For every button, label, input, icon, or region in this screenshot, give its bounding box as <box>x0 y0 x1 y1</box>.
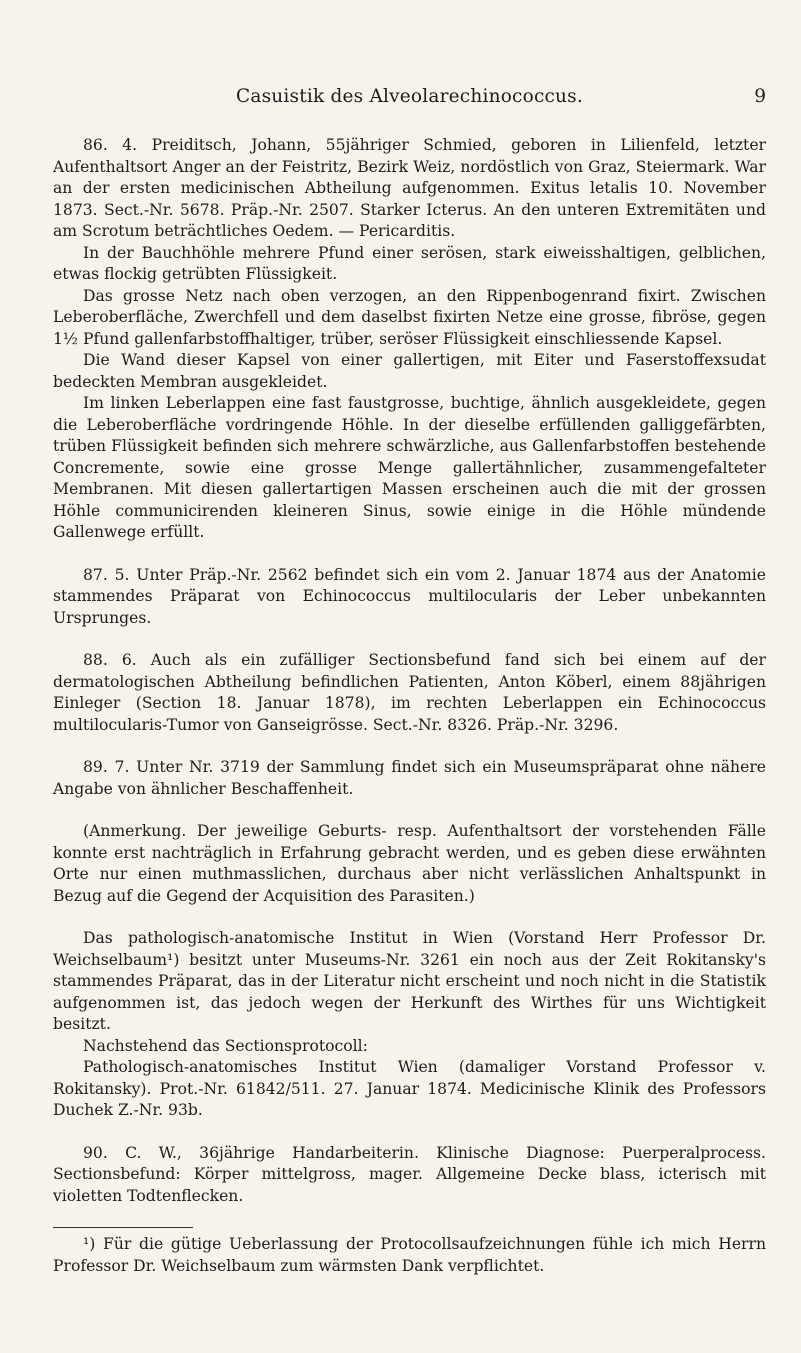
paragraph: Das grosse Netz nach oben verzogen, an den Rippenbogenrand fixirt. Zwischen Leberoberfläche, Zwerchfell und dem daselbst fixirten Netze eine grosse, fibröse, gegen 1½ Pfund gallenfarbstoffhaltiger, trüber, seröser Flüssigkeit einschliessende Kapsel. <box>53 286 766 348</box>
body-text <box>53 135 766 1207</box>
paragraph: 88. 6. Auch als ein zufälliger Sectionsbefund fand sich bei einem auf der dermatologischen Abtheilung befindlichen Patienten, Anton Köberl, einem 88jährigen Einleger (Section 18. Januar 1878), im rechten Leberlappen ein Echinococcus multilocularis-Tumor von Ganseigrösse. Sect.-Nr. 8326. Präp.-Nr. 3296. <box>53 651 766 734</box>
running-title: Casuistik des Alveolarechinococcus. <box>236 86 583 107</box>
footnote-divider <box>53 1227 193 1228</box>
page-number: 9 <box>754 86 766 107</box>
paragraph: Nachstehend das Sectionsprotocoll: <box>83 1036 368 1055</box>
paragraph: In der Bauchhöhle mehrere Pfund einer serösen, stark eiweisshaltigen, gelblichen, etwas flockig getrübten Flüssigkeit. <box>53 243 766 283</box>
footnote: ¹) Für die gütige Ueberlassung der Protocollsaufzeichnungen fühle ich mich Herrn Professor Dr. Weichselbaum zum wärmsten Dank verpflichtet. <box>53 1235 766 1275</box>
paragraph: Die Wand dieser Kapsel von einer gallertigen, mit Eiter und Faserstoffexsudat bedeckten Membran ausgekleidet. <box>53 351 766 391</box>
page-header <box>53 0 766 135</box>
paragraph: 86. 4. Preiditsch, Johann, 55jähriger Schmied, geboren in Lilienfeld, letzter Aufenthaltsort Anger an der Feistritz, Bezirk Weiz, nordöstlich von Graz, Steiermark. War an der ersten medicinischen Abtheilung aufgenommen. Exitus letalis 10. November 1873. Sect.-Nr. 5678. Präp.-Nr. 2507. Starker Icterus. An den unteren Extremitäten und am Scrotum beträchtliches Oedem. — Pericarditis. <box>53 136 766 240</box>
paragraph: Im linken Leberlappen eine fast faustgrosse, buchtige, ähnlich ausgekleidete, gegen die Leberoberfläche vordringende Höhle. In der dieselbe erfüllenden galliggefärbten, trüben Flüssigkeit befinden sich mehrere schwärzliche, aus Gallenfarbstoffen bestehende Concremente, sowie eine grosse Menge gallertähnlicher, zusammengefalteter Membranen. Mit diesen gallertartigen Massen erscheinen auch die mit der grossen Höhle communicirenden kleineren Sinus, sowie einige in die Höhle mündende Gallenwege erfüllt. <box>53 394 766 541</box>
paragraph: Pathologisch-anatomisches Institut Wien (damaliger Vorstand Professor v. Rokitansky). Prot.-Nr. 61842/511. 27. Januar 1874. Medicinische Klinik des Professors Duchek Z.-Nr. 93b. <box>53 1058 766 1119</box>
paragraph: Das pathologisch-anatomische Institut in Wien (Vorstand Herr Professor Dr. Weichselbaum¹) besitzt unter Museums-Nr. 3261 ein noch aus der Zeit Rokitansky's stammendes Präparat, das in der Literatur nicht erscheint und noch nicht in die Statistik aufgenommen ist, das jedoch wegen der Herkunft des Wirthes für uns Wichtigkeit besitzt. <box>53 929 766 1033</box>
paragraph: 89. 7. Unter Nr. 3719 der Sammlung findet sich ein Museumspräparat ohne nähere Angabe von ähnlicher Beschaffenheit. <box>53 758 766 798</box>
paragraph: 90. C. W., 36jährige Handarbeiterin. Klinische Diagnose: Puerperalprocess. Sectionsbefund: Körper mittelgross, mager. Allgemeine Decke blass, icterisch mit violetten Todtenflecken. <box>53 1143 766 1205</box>
paragraph: 87. 5. Unter Präp.-Nr. 2562 befindet sich ein vom 2. Januar 1874 aus der Anatomie stammendes Präparat von Echinococcus multilocularis der Leber unbekannten Ursprunges. <box>53 565 766 627</box>
paragraph: (Anmerkung. Der jeweilige Geburts- resp. Aufenthaltsort der vorstehenden Fälle konnte erst nachträglich in Erfahrung gebracht werden, und es geben diese erwähnten Orte nur einen muthmasslichen, durchaus aber nicht verlässlichen Anhaltspunkt in Bezug auf die Gegend der Acquisition des Parasiten.) <box>53 822 766 905</box>
